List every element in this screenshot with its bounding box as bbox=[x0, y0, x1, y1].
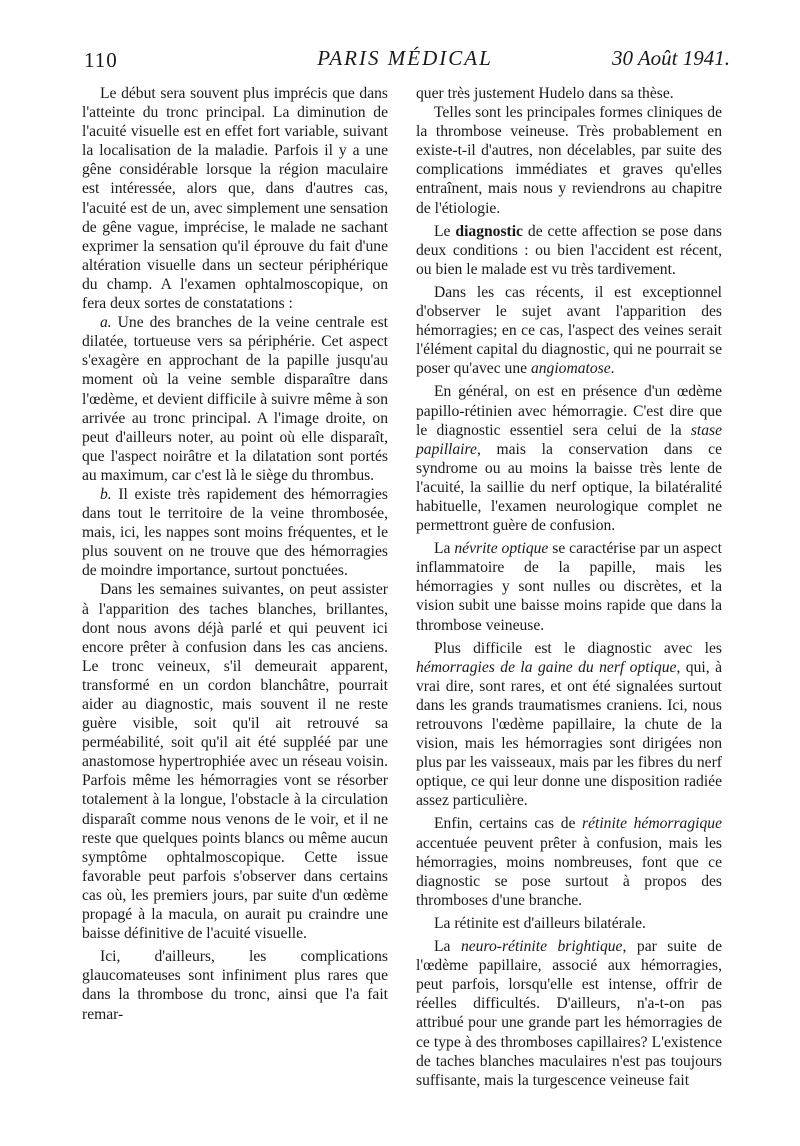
term-retinite-hemorragique: rétinite hémorragique bbox=[582, 815, 722, 833]
paragraph-finding-b bbox=[82, 485, 388, 580]
paragraph-nevrite-optique: La névrite optique se caractérise par un aspect inflammatoire de la papille, mais les hémorragies y sont nulles ou discrètes, et la vision subit une baisse moins rapide que dans la thrombose veineuse. bbox=[416, 540, 722, 634]
finding-a-text: Une des branches de la veine centrale est dilatée, tortueuse vers sa périphérie. Cet aspect s'exagère en approchant de la papille jusqu'au moment où la veine semble disparaître dans l'œdème, et devient difficile à suivre même à son arrivée au tronc principal. A l'image droite, on peut d'ailleurs noter, au point où elle disparaît, que l'aspect noirâtre et la dilatation sont portés au maximum, car c'est là le siège du thrombus. bbox=[82, 314, 388, 484]
paragraph-neuro-retinite: La neuro-rétinite brightique, par suite de l'œdème papillaire, associé aux hémorragies, peut parfois, lorsqu'elle est intense, offrir de réelles difficultés. D'ailleurs, n'a-t-on pas attribué pour une grande part les hémorragies de ce type à des thromboses capillaires? L'existence de taches blanches maculaires n'est pas toujours suffisante, mais la turgescence veineuse fait bbox=[416, 938, 722, 1089]
term-hemorragies-gaine: hémorragies de la gaine du nerf optique bbox=[416, 658, 677, 676]
right-column bbox=[416, 84, 722, 1090]
journal-title: PARIS MÉDICAL bbox=[317, 46, 493, 70]
paragraph-hemorragies-gaine: Plus difficile est le diagnostic avec les hémorragies de la gaine du nerf optique, qui, à vrai dire, sont rares, et ont été signalées surtout dans les grands traumatismes craniens. Ici, nous retrouvons l'œdème papillaire, la chute de la vision, mais les hémorragies sont dirigées non plus par les vaisseaux, mais par les fibres du nerf optique, ce qui leur donne une disposition radiée assez particulière. bbox=[416, 639, 722, 810]
paragraph-retinite-bilaterale: La rétinite est d'ailleurs bilatérale. bbox=[434, 914, 646, 932]
paragraph-continuation: quer très justement Hudelo dans sa thèse. bbox=[416, 85, 674, 102]
paragraph-retinite-hemorragique: Enfin, certains cas de rétinite hémorragique accentuée peuvent prêter à confusion, mais les hémorragies, moins nombreuses, font que ce diagnostic se pose surtout à propos des thromboses d'une branche. bbox=[416, 815, 722, 909]
paragraph-clinical-forms: Telles sont les principales formes cliniques de la thrombose veineuse. Très probablement en existe-t-il d'autres, non décelables, par suite des complications immédiates et graves qu'elles entraînent, mais nous y reviendrons au chapitre de l'étiologie. bbox=[416, 104, 722, 217]
paragraph-following-weeks: Dans les semaines suivantes, on peut assister à l'apparition des taches blanches, brillantes, dont nous avons déjà parlé et qui peuvent ici encore prêter à confusion dans les cas anciens. Le tronc veineux, s'il demeurait apparent, transformé en un cordon blanchâtre, pourrait aider au diagnostic, mais souvent il ne reste guère visible, soit qu'il ait retrouvé sa perméabilité, soit qu'il ait été suppléé par une anastomose hypertrophiée avec un réseau voisin. Parfois même les hémorragies vont se résorber totalement à la longue, l'obstacle à la circulation disparaît comme nous venons de le voir, et il ne reste que quelques points blancs ou même aucun symptôme ophtalmoscopique. Cette issue favorable peut parfois s'observer dans certains cas où, les premiers jours, par suite d'un œdème propagé à la macula, on aurait pu craindre une baisse définitive de l'acuité visuelle. bbox=[82, 581, 388, 943]
term-neuro-retinite: neuro-rétinite brightique bbox=[460, 938, 623, 956]
paragraph-diagnosis: Le diagnostic de cette affection se pose dans deux conditions : ou bien l'accident est récent, ou bien le malade est vu très tardivement. bbox=[416, 222, 722, 278]
paragraph-glaucoma: Ici, d'ailleurs, les complications glaucomateuses sont infiniment plus rares que dans la thrombose du tronc, ainsi que l'a fait remar- bbox=[82, 948, 388, 1023]
term-nevrite-optique: névrite optique bbox=[454, 540, 549, 558]
list-marker-b: b. bbox=[100, 485, 112, 503]
page-number: 110 bbox=[84, 48, 118, 72]
paragraph-stase-papillaire: En général, on est en présence d'un œdème papillo-rétinien avec hémorragie. C'est dire que le diagnostic essentiel sera celui de la stase papillaire, mais la conservation dans ce syndrome ou au moins la baisse très lente de l'acuité, la saillie du nerf optique, la bilatéralité habituelle, l'examen neurologique complet ne permettront guère de confusion. bbox=[416, 383, 722, 535]
keyword-diagnostic: diagnostic bbox=[455, 222, 523, 240]
left-column bbox=[82, 84, 388, 1024]
paragraph-recent-cases: Dans les cas récents, il est exceptionnel d'observer le sujet avant l'apparition des hémorragies; en ce cas, l'aspect des veines serait l'élément capital du diagnostic, qui ne pourrait se poser qu'avec une angiomatose. bbox=[416, 283, 722, 378]
list-marker-a: a. bbox=[100, 314, 112, 332]
term-angiomatose: angiomatose bbox=[530, 360, 611, 378]
paragraph-finding-a bbox=[82, 313, 388, 485]
running-header bbox=[80, 46, 730, 76]
finding-b-text: Il existe très rapidement des hémorragies dans tout le territoire de la veine thrombosée, mais, ici, les nappes sont moins fréquentes, et le plus souvent on ne trouve que des hémorragies de moindre importance, surtout ponctuées. bbox=[82, 485, 388, 580]
issue-date: 30 Août 1941. bbox=[611, 46, 730, 70]
paragraph-onset: Le début sera souvent plus imprécis que dans l'atteinte du tronc principal. La diminution de l'acuité visuelle est en effet fort variable, suivant la localisation de la maladie. Parfois il y a une gêne considérable lorsque la région maculaire est intéressée, alors que, dans d'autres cas, l'acuité est de un, avec simplement une sensation de gêne vague, imprécise, le malade ne sachant exprimer la sensation qu'il éprouve du fait d'une altération visuelle dans un secteur périphérique du champ. A l'examen ophtalmoscopique, on fera deux sortes de constatations : bbox=[82, 85, 388, 313]
term-stase-papillaire: stase papillaire bbox=[416, 421, 722, 458]
